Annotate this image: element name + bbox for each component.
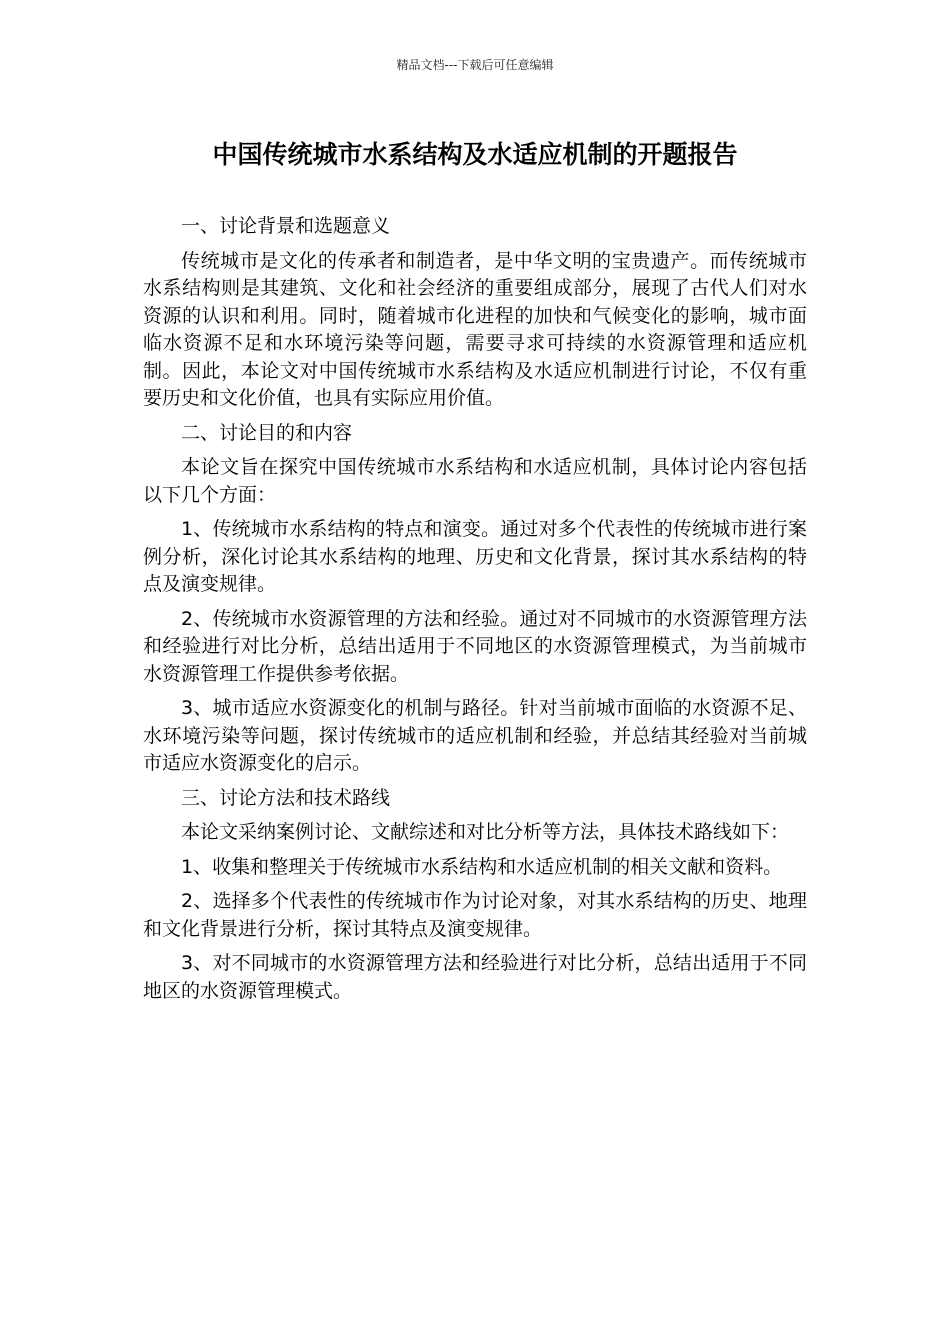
- page-header: 精品文档---下载后可任意编辑: [396, 58, 554, 72]
- paragraph-method-item-3: 3、对不同城市的水资源管理方法和经验进行对比分析，总结出适用于不同地区的水资源管理模式。: [143, 952, 807, 1002]
- paragraph-purpose-item-2: 2、传统城市水资源管理的方法和经验。通过对不同城市的水资源管理方法和经验进行对比分析，总结出适用于不同地区的水资源管理模式，为当前城市水资源管理工作提供参考依据。: [143, 607, 807, 685]
- paragraph-purpose-item-3: 3、城市适应水资源变化的机制与路径。针对当前城市面临的水资源不足、水环境污染等问题，探讨传统城市的适应机制和经验，并总结其经验对当前城市适应水资源变化的启示。: [143, 697, 807, 774]
- paragraph-purpose-intro: 本论文旨在探究中国传统城市水系结构和水适应机制，具体讨论内容包括以下几个方面：: [143, 456, 807, 506]
- paragraph-purpose-item-1: 1、传统城市水系结构的特点和演变。通过对多个代表性的传统城市进行案例分析，深化讨论其水系结构的地理、历史和文化背景，探讨其水系结构的特点及演变规律。: [143, 518, 807, 595]
- document-title: 中国传统城市水系结构及水适应机制的开题报告: [212, 140, 738, 169]
- section-heading-purpose: 二、讨论目的和内容: [181, 421, 353, 444]
- paragraph-background: 传统城市是文化的传承者和制造者，是中华文明的宝贵遗产。而传统城市水系结构则是其建筑、文化和社会经济的重要组成部分，展现了古代人们对水资源的认识和利用。同时，随着城市化进程的加快和气候变化的影响，城市面临水资源不足和水环境污染等问题，需要寻求可持续的水资源管理和适应机制。因此，本论文对中国传统城市水系结构及水适应机制进行讨论，不仅有重要历史和文化价值，也具有实际应用价值。: [143, 249, 807, 409]
- document-body: [143, 213, 807, 1012]
- section-heading-method: 三、讨论方法和技术路线: [181, 786, 391, 809]
- paragraph-method-item-1: 1、收集和整理关于传统城市水系结构和水适应机制的相关文献和资料。: [181, 855, 783, 878]
- paragraph-method-intro: 本论文采纳案例讨论、文献综述和对比分析等方法，具体技术路线如下：: [181, 821, 790, 843]
- paragraph-method-item-2: 2、选择多个代表性的传统城市作为讨论对象，对其水系结构的历史、地理和文化背景进行分析，探讨其特点及演变规律。: [143, 890, 807, 940]
- section-heading-background: 一、讨论背景和选题意义: [181, 215, 391, 237]
